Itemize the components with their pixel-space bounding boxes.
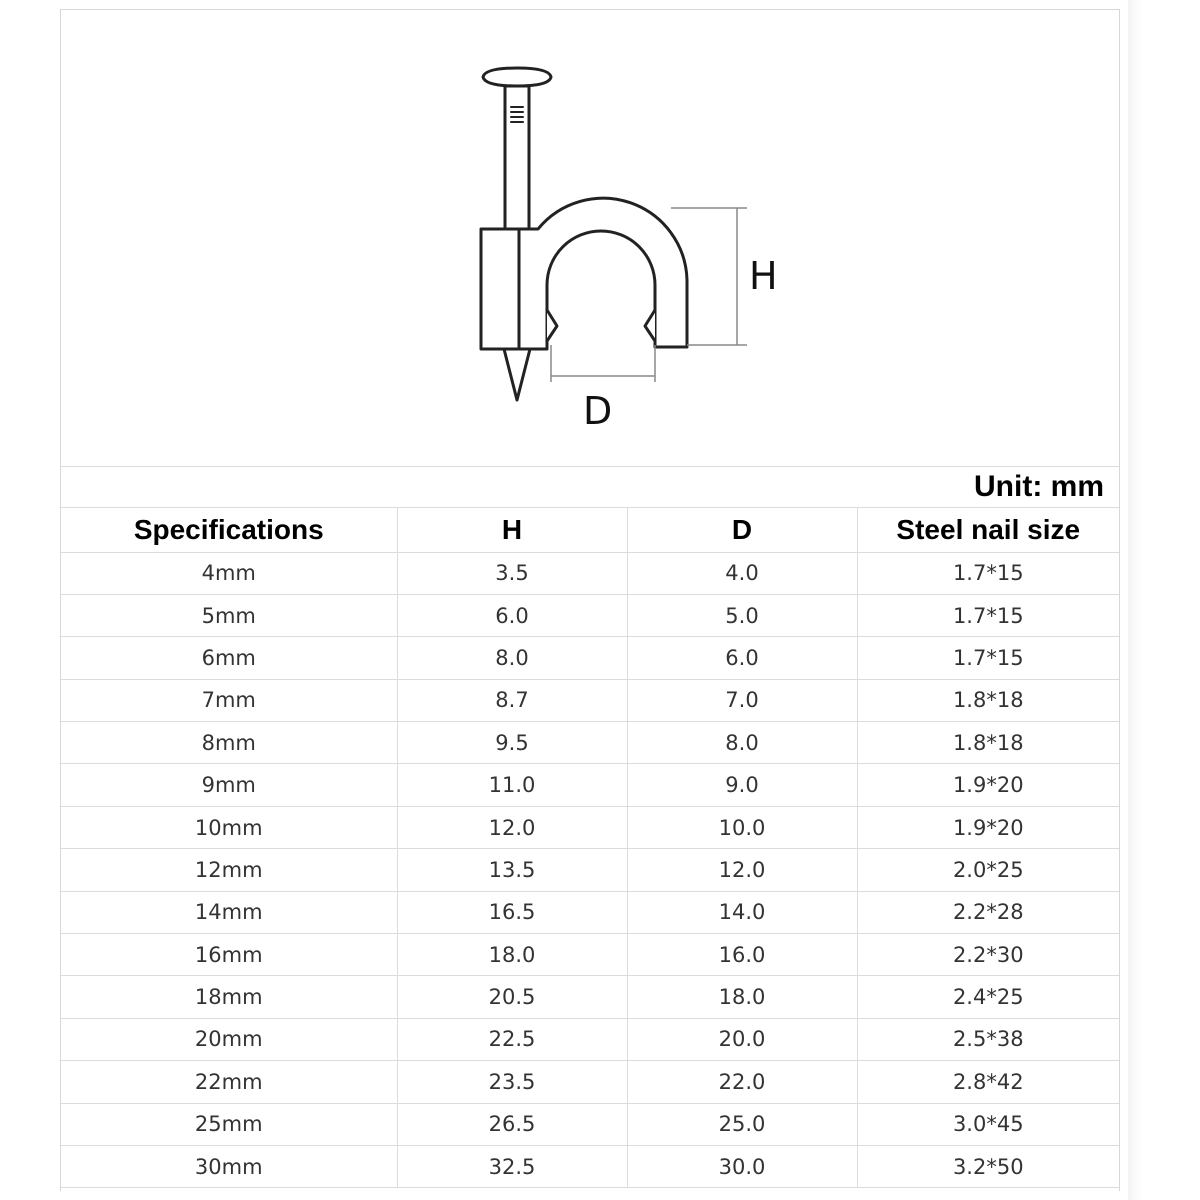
cell-h: 32.5 [397, 1145, 627, 1187]
table-row [61, 1061, 1119, 1103]
cell-h: 8.7 [397, 679, 627, 721]
cell-spec: 7mm [61, 679, 397, 721]
cell-h: 6.0 [397, 594, 627, 636]
cell-spec: 14mm [61, 891, 397, 933]
table-row [61, 764, 1119, 806]
cell-d: 8.0 [627, 722, 857, 764]
table-row [61, 552, 1119, 594]
cell-spec: 20mm [61, 1018, 397, 1060]
cell-nail: 1.9*20 [857, 764, 1119, 806]
header-d: D [627, 508, 857, 552]
cell-h: 18.0 [397, 934, 627, 976]
cell-d: 14.0 [627, 891, 857, 933]
table-row [61, 1018, 1119, 1060]
cell-h: 13.5 [397, 849, 627, 891]
unit-label: Unit: mm [974, 470, 1104, 503]
cell-nail: 1.7*15 [857, 637, 1119, 679]
cell-spec: 5mm [61, 594, 397, 636]
cell-d: 22.0 [627, 1061, 857, 1103]
cell-d: 7.0 [627, 679, 857, 721]
table-row [61, 594, 1119, 636]
cell-nail: 1.9*20 [857, 806, 1119, 848]
cell-h: 22.5 [397, 1018, 627, 1060]
diameter-label: D [583, 389, 613, 433]
cell-spec: 12mm [61, 849, 397, 891]
cell-d: 9.0 [627, 764, 857, 806]
clip-diagram [61, 10, 1119, 466]
cell-nail: 2.5*38 [857, 1018, 1119, 1060]
cell-h: 16.5 [397, 891, 627, 933]
cell-h: 8.0 [397, 637, 627, 679]
cell-nail: 1.8*18 [857, 679, 1119, 721]
cell-spec: 16mm [61, 934, 397, 976]
cell-h: 23.5 [397, 1061, 627, 1103]
cell-d: 5.0 [627, 594, 857, 636]
spec-sheet [60, 9, 1120, 1191]
cell-spec: 25mm [61, 1103, 397, 1145]
height-label: H [749, 254, 778, 298]
cell-nail: 1.8*18 [857, 722, 1119, 764]
page-edge-shadow [1128, 0, 1142, 1200]
table-row [61, 722, 1119, 764]
cell-h: 11.0 [397, 764, 627, 806]
cell-spec: 18mm [61, 976, 397, 1018]
spec-table [61, 508, 1119, 1188]
table-row [61, 1103, 1119, 1145]
cell-h: 3.5 [397, 552, 627, 594]
cell-d: 16.0 [627, 934, 857, 976]
table-row [61, 806, 1119, 848]
cell-nail: 1.7*15 [857, 594, 1119, 636]
cell-nail: 2.4*25 [857, 976, 1119, 1018]
cell-d: 4.0 [627, 552, 857, 594]
cell-d: 20.0 [627, 1018, 857, 1060]
cell-nail: 3.0*45 [857, 1103, 1119, 1145]
cell-spec: 30mm [61, 1145, 397, 1187]
cell-spec: 22mm [61, 1061, 397, 1103]
cell-d: 30.0 [627, 1145, 857, 1187]
header-h: H [397, 508, 627, 552]
table-row [61, 679, 1119, 721]
cell-h: 12.0 [397, 806, 627, 848]
table-row [61, 1145, 1119, 1187]
cell-nail: 1.7*15 [857, 552, 1119, 594]
cell-h: 20.5 [397, 976, 627, 1018]
table-row [61, 976, 1119, 1018]
table-row [61, 891, 1119, 933]
cell-spec: 6mm [61, 637, 397, 679]
table-header-row [61, 508, 1119, 552]
header-specifications: Specifications [61, 508, 397, 552]
cell-h: 9.5 [397, 722, 627, 764]
cell-nail: 2.2*30 [857, 934, 1119, 976]
cell-nail: 2.8*42 [857, 1061, 1119, 1103]
table-row [61, 849, 1119, 891]
cell-nail: 3.2*50 [857, 1145, 1119, 1187]
cell-d: 18.0 [627, 976, 857, 1018]
cell-nail: 2.0*25 [857, 849, 1119, 891]
cell-spec: 8mm [61, 722, 397, 764]
table-row [61, 934, 1119, 976]
header-nail-size: Steel nail size [857, 508, 1119, 552]
cell-d: 10.0 [627, 806, 857, 848]
cell-spec: 10mm [61, 806, 397, 848]
cell-nail: 2.2*28 [857, 891, 1119, 933]
cell-h: 26.5 [397, 1103, 627, 1145]
cell-d: 6.0 [627, 637, 857, 679]
cell-spec: 9mm [61, 764, 397, 806]
cell-d: 12.0 [627, 849, 857, 891]
cell-d: 25.0 [627, 1103, 857, 1145]
cell-spec: 4mm [61, 552, 397, 594]
unit-row [61, 466, 1119, 508]
table-row [61, 637, 1119, 679]
